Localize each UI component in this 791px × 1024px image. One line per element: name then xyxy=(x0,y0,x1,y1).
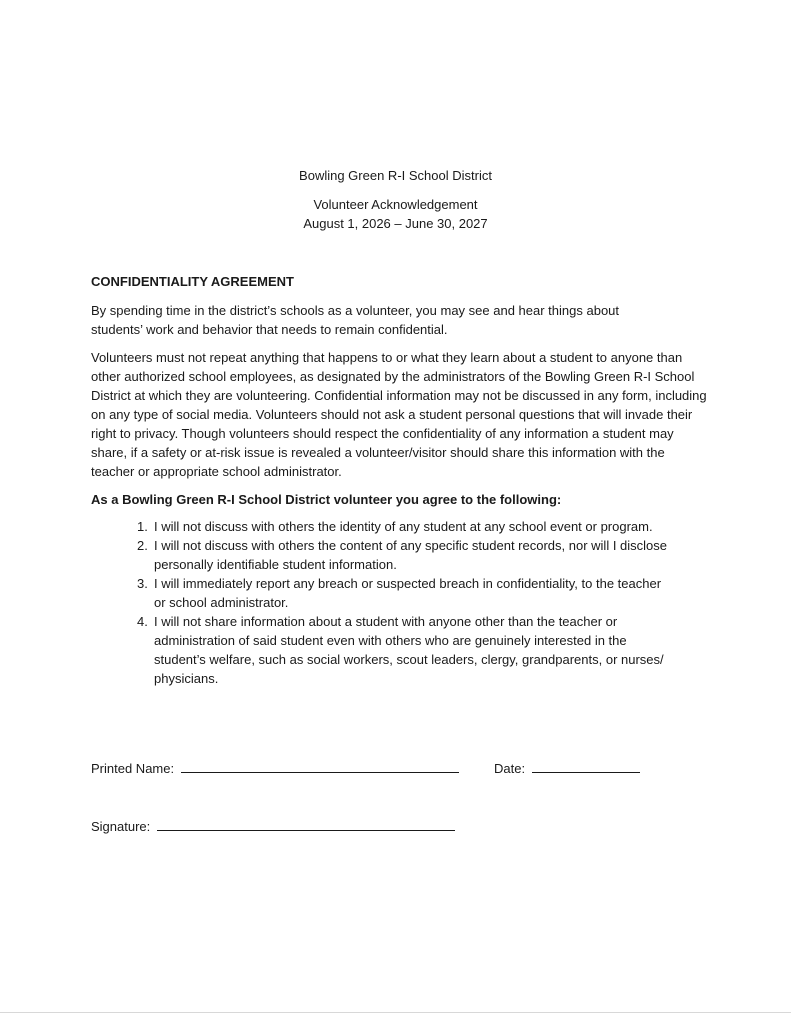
page-edge-divider xyxy=(0,1012,791,1013)
list-item xyxy=(91,536,711,574)
list-item xyxy=(91,612,674,688)
intro-paragraph: By spending time in the district’s schools as a volunteer, you may see and hear things about students’ work and behavior that needs to remain confidential. xyxy=(91,303,620,337)
printed-name-row xyxy=(91,758,459,778)
agreement-list xyxy=(91,517,711,688)
date-label: Date: xyxy=(494,761,526,776)
list-item-text: I will not share information about a student with anyone other than the teacher or administration of said student even with others who are genuinely interested in the student’s welfare, such as social workers, scout leaders, clergy, grandparents, or nurses/ physicians. xyxy=(154,614,664,686)
agree-heading: As a Bowling Green R-I School District volunteer you agree to the following: xyxy=(91,492,562,507)
list-item-number: 1. xyxy=(137,519,148,534)
list-item-number: 3. xyxy=(137,576,148,591)
agreement-heading: CONFIDENTIALITY AGREEMENT xyxy=(91,274,294,289)
list-item-number: 2. xyxy=(137,538,148,553)
list-item-text: I will immediately report any breach or suspected breach in confidentiality, to the teacher or school administrator. xyxy=(154,576,662,610)
confidentiality-paragraph: Volunteers must not repeat anything that happens to or what they learn about a student to anyone than other authorized school employees, as designated by the administrators of the Bowling Green R-I School District at which they are volunteering. Confidential information may not be discussed in any form, including on any type of social media. Volunteers should not ask a student personal questions that will invade their right to privacy. Though volunteers should respect the confidentiality of any information a student may share, if a safety or at-risk issue is revealed a volunteer/visitor should share this information with the teacher or appropriate school administrator. xyxy=(91,350,707,479)
document-header xyxy=(0,166,791,233)
date-row xyxy=(494,758,640,778)
date-range: August 1, 2026 – June 30, 2027 xyxy=(303,216,488,231)
list-item-text: I will not discuss with others the identity of any student at any school event or program. xyxy=(154,519,653,534)
signature-field[interactable] xyxy=(157,816,455,831)
signature-row xyxy=(91,816,455,836)
printed-name-field[interactable] xyxy=(181,758,459,773)
district-name: Bowling Green R-I School District xyxy=(299,168,492,183)
printed-name-label: Printed Name: xyxy=(91,761,175,776)
list-item-number: 4. xyxy=(137,614,148,629)
signature-label: Signature: xyxy=(91,819,151,834)
list-item xyxy=(91,574,674,612)
date-field[interactable] xyxy=(532,758,640,773)
agreement-body xyxy=(91,272,711,688)
list-item xyxy=(91,517,711,536)
document-title: Volunteer Acknowledgement xyxy=(313,197,478,212)
list-item-text: I will not discuss with others the content of any specific student records, nor will I disclose personally identifiable student information. xyxy=(154,538,668,572)
